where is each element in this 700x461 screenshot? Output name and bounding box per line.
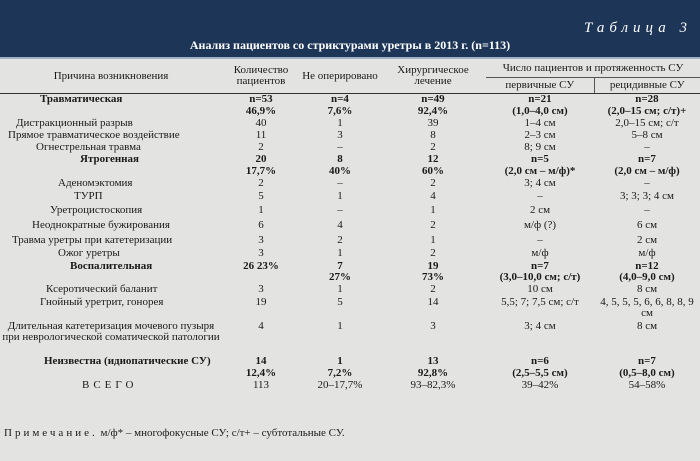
row-count: 1 [258, 203, 264, 216]
row-rec: – [644, 203, 650, 216]
row-not-op: 20–17,7% [317, 378, 363, 391]
row-count: 26 23% [243, 259, 279, 272]
row-count: 40 [255, 116, 267, 129]
row-not-op: 7,2% [327, 366, 353, 379]
row-prim: (2,0 см – м/ф)* [504, 164, 576, 177]
row-count: 11 [255, 128, 267, 141]
table-row [0, 191, 700, 205]
row-cause: Неоднократные бужирования [32, 218, 170, 231]
row-surg: 2 [430, 140, 436, 153]
row-prim: 3; 4 см [524, 176, 556, 189]
table-row [0, 284, 700, 297]
header-count: Количество пациентов [233, 64, 289, 87]
patients-table [0, 59, 700, 392]
row-count: 20 [255, 152, 267, 165]
row-cause: Воспалительная [70, 259, 153, 272]
row-cause: ВСЕГО [82, 378, 138, 391]
row-surg: 2 [430, 218, 436, 231]
row-not-op: – [337, 140, 343, 153]
row-count: 4 [258, 319, 264, 332]
row-cause [0, 272, 222, 284]
footnote-label: Примечание. [4, 427, 98, 439]
row-count: 3 [258, 246, 264, 259]
row-rec: (2,0–15 см; с/т)+ [607, 104, 687, 117]
row-cause: Травматическая [40, 93, 123, 105]
row-not-op: 1 [337, 282, 343, 295]
row-rec: 54–58% [628, 378, 666, 391]
row-not-op: – [337, 176, 343, 189]
row-cause [0, 166, 222, 178]
table-banner [0, 0, 700, 59]
row-cause: Дистракционный разрыв [16, 116, 133, 129]
row-count: 2 [258, 176, 264, 189]
row-not-op: 4 [337, 218, 343, 231]
row-count: 19 [255, 295, 267, 308]
row-prim: м/ф (?) [523, 218, 557, 231]
table-row [0, 166, 700, 178]
row-cause: Уретроцистоскопия [50, 203, 143, 216]
row-count: 12,4% [245, 366, 277, 379]
row-rec: n=12 [635, 259, 659, 272]
header-cause: Причина возникновения [53, 69, 169, 82]
row-rec: (4,0–9,0 см) [619, 270, 675, 283]
row-not-op: n=4 [331, 93, 349, 105]
row-count: 3 [258, 282, 264, 295]
table-row [0, 220, 700, 235]
row-prim: 2–3 см [524, 128, 556, 141]
row-surg: 8 [430, 128, 436, 141]
row-surg: 2 [430, 282, 436, 295]
row-surg: 2 [430, 176, 436, 189]
table-body [0, 94, 700, 392]
row-rec: n=7 [638, 354, 656, 367]
row-surg: 73% [422, 270, 444, 283]
row-not-op: 1 [337, 319, 343, 332]
row-cause: Неизвестна (идиопатические СУ) [44, 354, 211, 367]
row-rec: n=28 [635, 93, 659, 105]
row-not-op: 1 [337, 116, 343, 129]
row-cause [0, 368, 222, 380]
row-surg: 3 [430, 319, 436, 332]
row-rec: – [644, 140, 650, 153]
row-not-op: 1 [337, 246, 343, 259]
row-count [222, 272, 300, 284]
row-prim: 1–4 см [524, 116, 556, 129]
table-row [0, 235, 700, 248]
row-not-op: 2 [337, 233, 343, 246]
table-row [0, 248, 700, 261]
row-rec: 2,0–15 см; с/т [615, 116, 679, 129]
header-not-operated: Не оперировано [302, 69, 378, 82]
row-surg: 19 [427, 259, 439, 272]
row-cause: Травма уретры при катетеризации [12, 233, 173, 246]
row-not-op: 7 [337, 259, 343, 272]
row-surg: 13 [427, 354, 439, 367]
row-surg: 60% [422, 164, 444, 177]
row-cause: Ксеротический баланит [46, 282, 158, 295]
row-surg: 12 [427, 152, 439, 165]
row-surg: 93–82,3% [410, 378, 456, 391]
row-prim: 2 см [529, 203, 551, 216]
header-primary: первичные СУ [486, 78, 594, 94]
row-rec: – [644, 176, 650, 189]
table-row [0, 94, 700, 106]
row-surg: 4 [430, 189, 436, 202]
row-count: 2 [258, 140, 264, 153]
table-row [0, 297, 700, 321]
row-cause: ТУРП [74, 189, 103, 202]
table-row [0, 106, 700, 118]
row-prim: n=21 [528, 93, 552, 105]
table-row [0, 356, 700, 368]
table-number: Таблица 3 [584, 20, 692, 36]
row-count: 17,7% [245, 164, 277, 177]
row-prim: – [537, 189, 543, 202]
row-prim: (3,0–10,0 см; с/т) [499, 270, 581, 283]
header-recurrent: рецидивные СУ [609, 79, 685, 91]
row-count: n=53 [249, 93, 273, 105]
row-not-op: 8 [337, 152, 343, 165]
row-cause: Ожог уретры [58, 246, 120, 259]
row-rec: 3; 3; 3; 4 см [619, 189, 674, 202]
table-row [0, 118, 700, 130]
row-cause: Ятрогенная [80, 152, 139, 165]
row-not-op: 3 [337, 128, 343, 141]
row-rec: n=7 [638, 152, 656, 165]
row-rec: 6 см [636, 218, 658, 231]
row-prim: (2,5–5,5 см) [512, 366, 568, 379]
footnote-text: м/ф* – многофокусные СУ; с/т+ – субтотальные СУ. [97, 427, 345, 439]
row-prim: 3; 4 см [524, 319, 556, 332]
row-rec: 5–8 см [631, 128, 663, 141]
table-row [0, 142, 700, 154]
row-not-op: 27% [329, 270, 351, 283]
row-rec: (0,5–8,0 см) [619, 366, 675, 379]
row-rec: 8 см [636, 319, 658, 332]
row-not-op: 7,6% [327, 104, 353, 117]
row-count: 6 [258, 218, 264, 231]
footnote [4, 427, 345, 439]
row-cause [0, 106, 222, 118]
row-not-op: 1 [337, 354, 343, 367]
table-title: Анализ пациентов со стриктурами уретры в 2013 г. (n=113) [189, 38, 511, 52]
row-surg: 39 [427, 116, 439, 129]
row-prim: (1,0–4,0 см) [512, 104, 568, 117]
row-count: 14 [255, 354, 267, 367]
table-row [0, 380, 700, 392]
row-cause: Прямое травматическое воздействие [8, 128, 180, 141]
row-prim: – [537, 233, 543, 246]
row-rec: (2,0 см – м/ф) [614, 164, 680, 177]
table-row [0, 154, 700, 166]
table-row [0, 205, 700, 220]
row-cause: Огнестрельная травма [36, 140, 141, 153]
table-row [0, 272, 700, 284]
row-count: 113 [252, 378, 270, 391]
row-count: 5 [258, 189, 264, 202]
row-rec: м/ф [638, 246, 656, 259]
table-row [0, 368, 700, 380]
row-prim: n=7 [531, 259, 549, 272]
row-prim: n=6 [531, 354, 549, 367]
row-surg: 92,4% [417, 104, 449, 117]
row-prim: 8; 9 см [524, 140, 556, 153]
table-row [0, 178, 700, 191]
table-row [0, 261, 700, 272]
row-prim: 39–42% [521, 378, 559, 391]
row-cause: Гнойный уретрит, гонорея [40, 295, 164, 308]
row-surg: 92,8% [417, 366, 449, 379]
row-prim: 5,5; 7; 7,5 см; с/т [501, 295, 579, 308]
row-cause: Длительная катетеризация мочевого пузыря при неврологической соматической патологии [2, 319, 220, 343]
row-count: 3 [258, 233, 264, 246]
row-not-op: – [337, 203, 343, 216]
row-cause: Аденомэктомия [58, 176, 133, 189]
row-prim: n=5 [531, 152, 549, 165]
row-rec: 4, 5, 5, 5, 6, 6, 8, 8, 9 см [600, 295, 694, 319]
row-not-op: 40% [329, 164, 351, 177]
row-rec: 2 см [636, 233, 658, 246]
row-not-op: 5 [337, 295, 343, 308]
row-surg: 14 [427, 295, 439, 308]
table-row [0, 130, 700, 142]
row-prim: м/ф [531, 246, 549, 259]
row-surg: n=49 [421, 93, 445, 105]
table-row [0, 321, 700, 356]
row-surg: 2 [430, 246, 436, 259]
row-rec: 8 см [636, 282, 658, 295]
row-surg: 1 [430, 233, 436, 246]
header-surgical: Хирургическое лечение [397, 64, 469, 87]
row-surg: 1 [430, 203, 436, 216]
row-not-op: 1 [337, 189, 343, 202]
header-group: Число пациентов и протяженность СУ [486, 59, 700, 78]
row-count: 46,9% [245, 104, 277, 117]
row-prim: 10 см [527, 282, 553, 295]
